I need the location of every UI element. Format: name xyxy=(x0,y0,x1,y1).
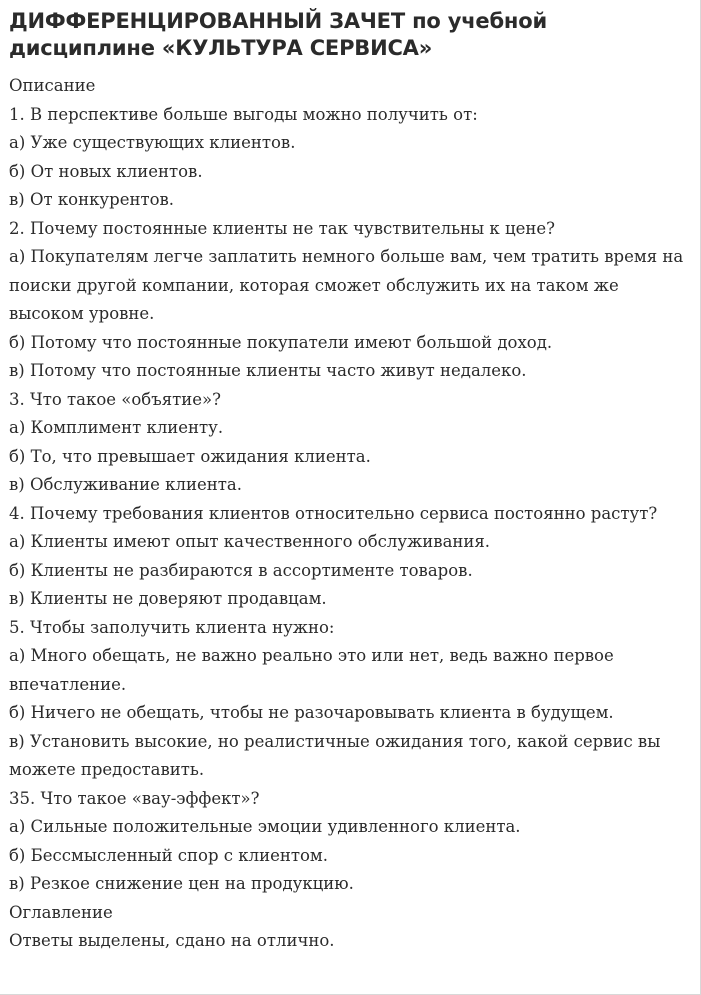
answer-option: б) Потому что постоянные покупатели имеют большой доход. xyxy=(9,332,553,352)
answer-option: б) Ничего не обещать, чтобы не разочаровывать клиента в будущем. xyxy=(9,703,614,722)
answer-option: б) Бессмысленный спор с клиентом. xyxy=(9,845,328,865)
document-title: ДИФФЕРЕНЦИРОВАННЫЙ ЗАЧЕТ по учебной дисциплине «КУЛЬТУРА СЕРВИСА» xyxy=(9,9,547,60)
answer-option: а) Комплимент клиенту. xyxy=(9,418,224,437)
answer-option: б) Клиенты не разбираются в ассортименте товаров. xyxy=(9,560,473,580)
question-text: 2. Почему постоянные клиенты не так чувствительны к цене? xyxy=(9,218,555,238)
answer-option: б) От новых клиентов. xyxy=(9,161,203,181)
answer-option: в) Установить высокие, но реалистичные ожидания того, какой сервис вы можете предоставить. xyxy=(9,731,661,779)
question-block xyxy=(9,785,688,899)
question-text: 3. Что такое «объятие»? xyxy=(9,389,221,409)
answer-option: а) Сильные положительные эмоции удивленного клиента. xyxy=(9,817,521,836)
answer-option: в) Обслуживание клиента. xyxy=(9,475,242,494)
answer-option: а) Покупателям легче заплатить немного больше вам, чем тратить время на поиски другой компании, которая сможет обслужить их на таком же высоком уровне. xyxy=(9,247,684,323)
question-text: 4. Почему требования клиентов относительно сервиса постоянно растут? xyxy=(9,503,658,523)
footer-note: Ответы выделены, сдано на отлично. xyxy=(9,931,335,950)
question-block xyxy=(9,500,688,614)
answer-option: в) От конкурентов. xyxy=(9,190,175,209)
question-text: 1. В перспективе больше выгоды можно получить от: xyxy=(9,104,478,124)
answer-option: в) Резкое снижение цен на продукцию. xyxy=(9,874,354,893)
question-text: 35. Что такое «вау-эффект»? xyxy=(9,788,260,808)
answer-option: в) Клиенты не доверяют продавцам. xyxy=(9,589,327,608)
question-block xyxy=(9,386,688,500)
question-block xyxy=(9,215,688,386)
answer-option: а) Уже существующих клиентов. xyxy=(9,133,296,152)
answer-option: б) То, что превышает ожидания клиента. xyxy=(9,446,371,466)
answer-option: в) Потому что постоянные клиенты часто живут недалеко. xyxy=(9,361,527,380)
answer-option: а) Много обещать, не важно реально это или нет, ведь важно первое впечатление. xyxy=(9,646,614,694)
question-block xyxy=(9,101,688,215)
toc-label: Оглавление xyxy=(9,902,113,922)
question-block xyxy=(9,614,688,785)
answer-option: а) Клиенты имеют опыт качественного обслуживания. xyxy=(9,532,491,551)
description-label: Описание xyxy=(9,76,96,95)
question-text: 5. Чтобы заполучить клиента нужно: xyxy=(9,617,335,637)
